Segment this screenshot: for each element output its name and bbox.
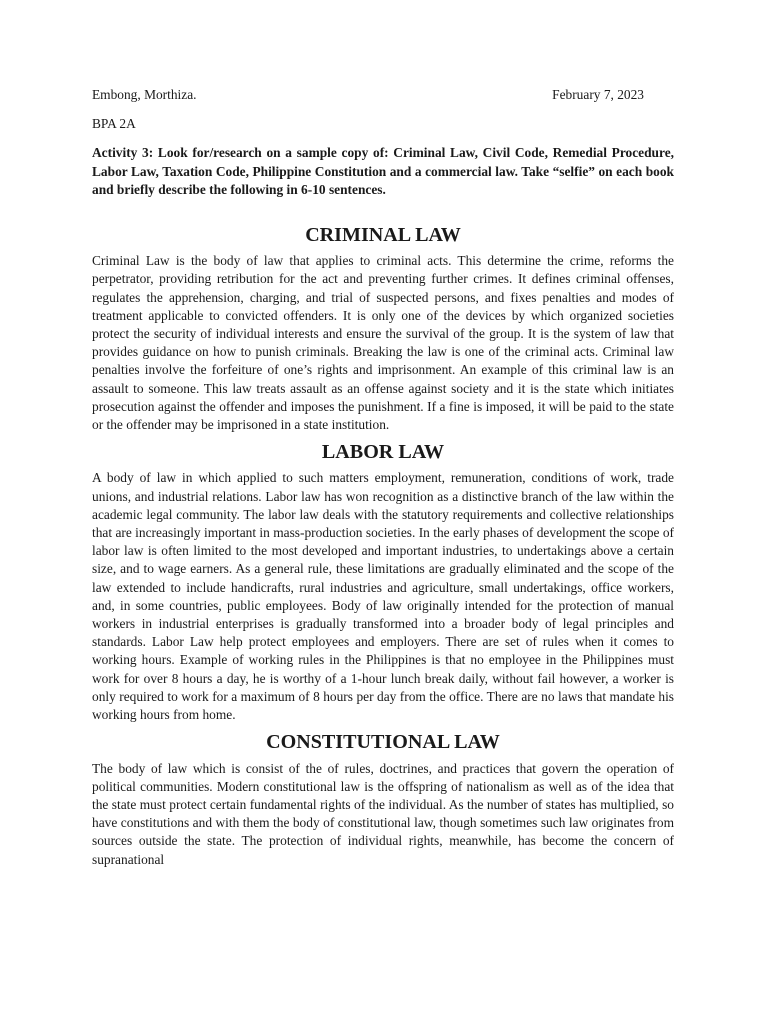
paragraph-criminal-law: Criminal Law is the body of law that applies to criminal acts. This determine the crime, reforms the perpetrator, providing retribution for the act and preventing further crimes. It defines criminal offenses, regulates the apprehension, charging, and trial of suspected persons, and fixes penalties and modes of treatment applicable to convicted offenders. It is only one of the devices by which organized societies protect the security of individual interests and ensure the survival of the group. It is the system of law that provides guidance on how to punish criminals. Breaking the law is one of the criminal acts. Criminal law penalties involve the forfeiture of one’s rights and imprisonment. An example of this criminal law is an assault to someone. This law treats assault as an offense against society and it is the state which initiates prosecution against the offender and imposes the punishment. If a fine is imposed, it will be paid to the state or the offender may be imprisoned in a state institution. (92, 253, 674, 433)
heading-criminal-law: CRIMINAL LAW (305, 224, 461, 247)
document-page (92, 86, 674, 878)
document-date: February 7, 2023 (552, 87, 644, 102)
heading-constitutional-law: CONSTITUTIONAL LAW (266, 731, 500, 754)
heading-labor-law: LABOR LAW (321, 441, 445, 464)
paragraph-constitutional-law: The body of law which is consist of the of rules, doctrines, and practices that govern the operation of political communities. Modern constitutional law is the offspring of nationalism as well as of the idea that the state must protect certain fundamental rights of the individual. As the number of states has multiplied, so have constitutions and with them the body of constitutional law, though sometimes such law originates from sources outside the state. The protection of individual rights, meanwhile, has become the concern of supranational (92, 760, 674, 867)
paragraph-labor-law: A body of law in which applied to such matters employment, remuneration, conditions of work, trade unions, and industrial relations. Labor law has won recognition as a distinctive branch of the law within the academic legal community. The labor law deals with the statutory requirements and collective relationships that are increasingly important in mass-production societies. In the early phases of development the scope of labor law is often limited to the most developed and important industries, to undertakings above a certain size, and to wage earners. As a general rule, these limitations are gradually eliminated and the scope of the law extended to include handicrafts, rural industries and agriculture, small undertakings, office workers, and, in some countries, public employees. Body of law originally intended for the protection of manual workers in industrial enterprises is gradually transformed into a broader body of legal principles and standards. Labor Law help protect employees and employers. There are set of rules when it comes to working hours. Example of working rules in the Philippines is that no employee in the Philippines must work for over 8 hours a day, he is worthy of a 1-hour lunch break daily, without fail however, a worker is only required to work for a maximum of 8 hours per day from the office. There are no laws that mandate his working hours from home. (92, 470, 674, 723)
class-section: BPA 2A (92, 116, 136, 132)
header-row (92, 86, 674, 104)
activity-instructions: Activity 3: Look for/research on a sample copy of: Criminal Law, Civil Code, Remedial Procedure, Labor Law, Taxation Code, Philippine Constitution and a commercial law. Take “selfie” on each book and briefly describe the following in 6-10 sentences. (92, 145, 674, 197)
student-name: Embong, Morthiza. (92, 87, 197, 102)
